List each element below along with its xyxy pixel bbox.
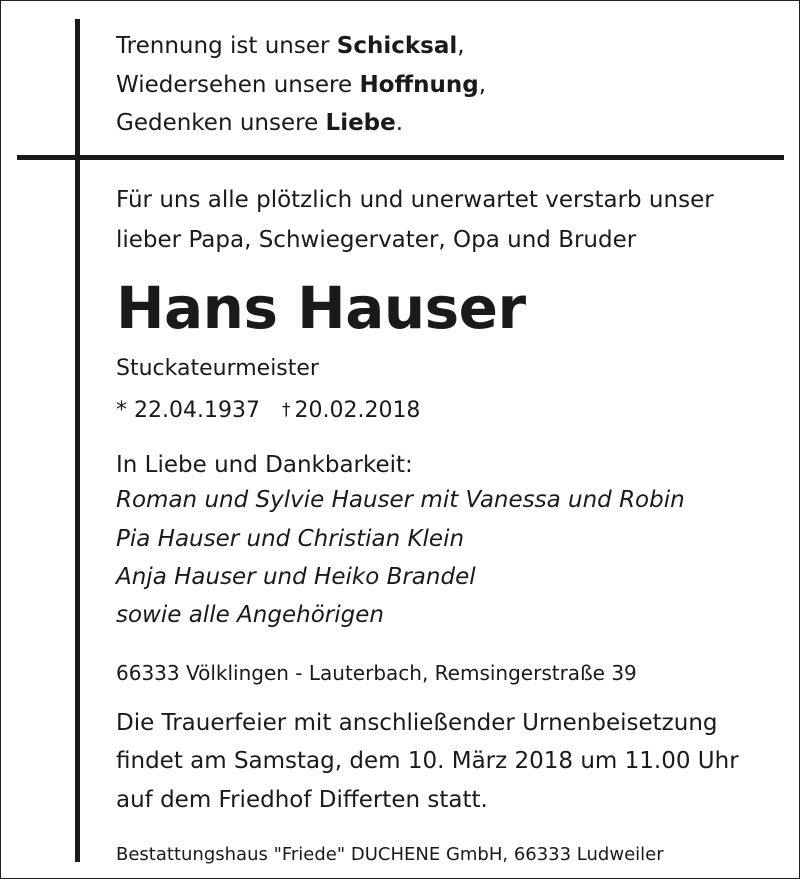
life-dates [116,398,420,423]
birth-date: * 22.04.1937 [116,398,260,423]
service-line-3: auf dem Friedhof Differten statt. [116,787,488,813]
mourner-line: Pia Hauser und Christian Klein [116,526,465,552]
deceased-profession: Stuckateurmeister [116,356,319,381]
service-line-1: Die Trauerfeier mit anschließender Urnenbeisetzung [116,710,718,736]
intro-line-2: lieber Papa, Schwiegervater, Opa und Bruder [116,227,637,253]
dagger-icon: † [281,400,291,420]
mourners-heading: In Liebe und Dankbarkeit: [116,452,413,478]
undertaker-footer: Bestattungshaus "Friede" DUCHENE GmbH, 66333 Ludweiler [116,844,664,865]
mourner-line: sowie alle Angehörigen [116,602,384,628]
intro-line-1: Für uns alle plötzlich und unerwartet verstarb unser [116,187,714,213]
motto-line-1: Trennung ist unser Schicksal, [116,33,465,59]
motto-line-2: Wiedersehen unsere Hoffnung, [116,72,487,98]
motto-line-3: Gedenken unsere Liebe. [116,110,404,136]
cross-vertical-bar [75,19,80,862]
mourner-line: Anja Hauser und Heiko Brandel [116,564,476,590]
cross-horizontal-bar [17,155,784,160]
death-date: 20.02.2018 [294,398,421,423]
deceased-name: Hans Hauser [116,274,526,342]
service-line-2: findet am Samstag, dem 10. März 2018 um 11.00 Uhr [116,748,739,774]
mourner-line: Roman und Sylvie Hauser mit Vanessa und Robin [116,487,685,513]
family-address: 66333 Völklingen - Lauterbach, Remsingerstraße 39 [116,661,637,685]
